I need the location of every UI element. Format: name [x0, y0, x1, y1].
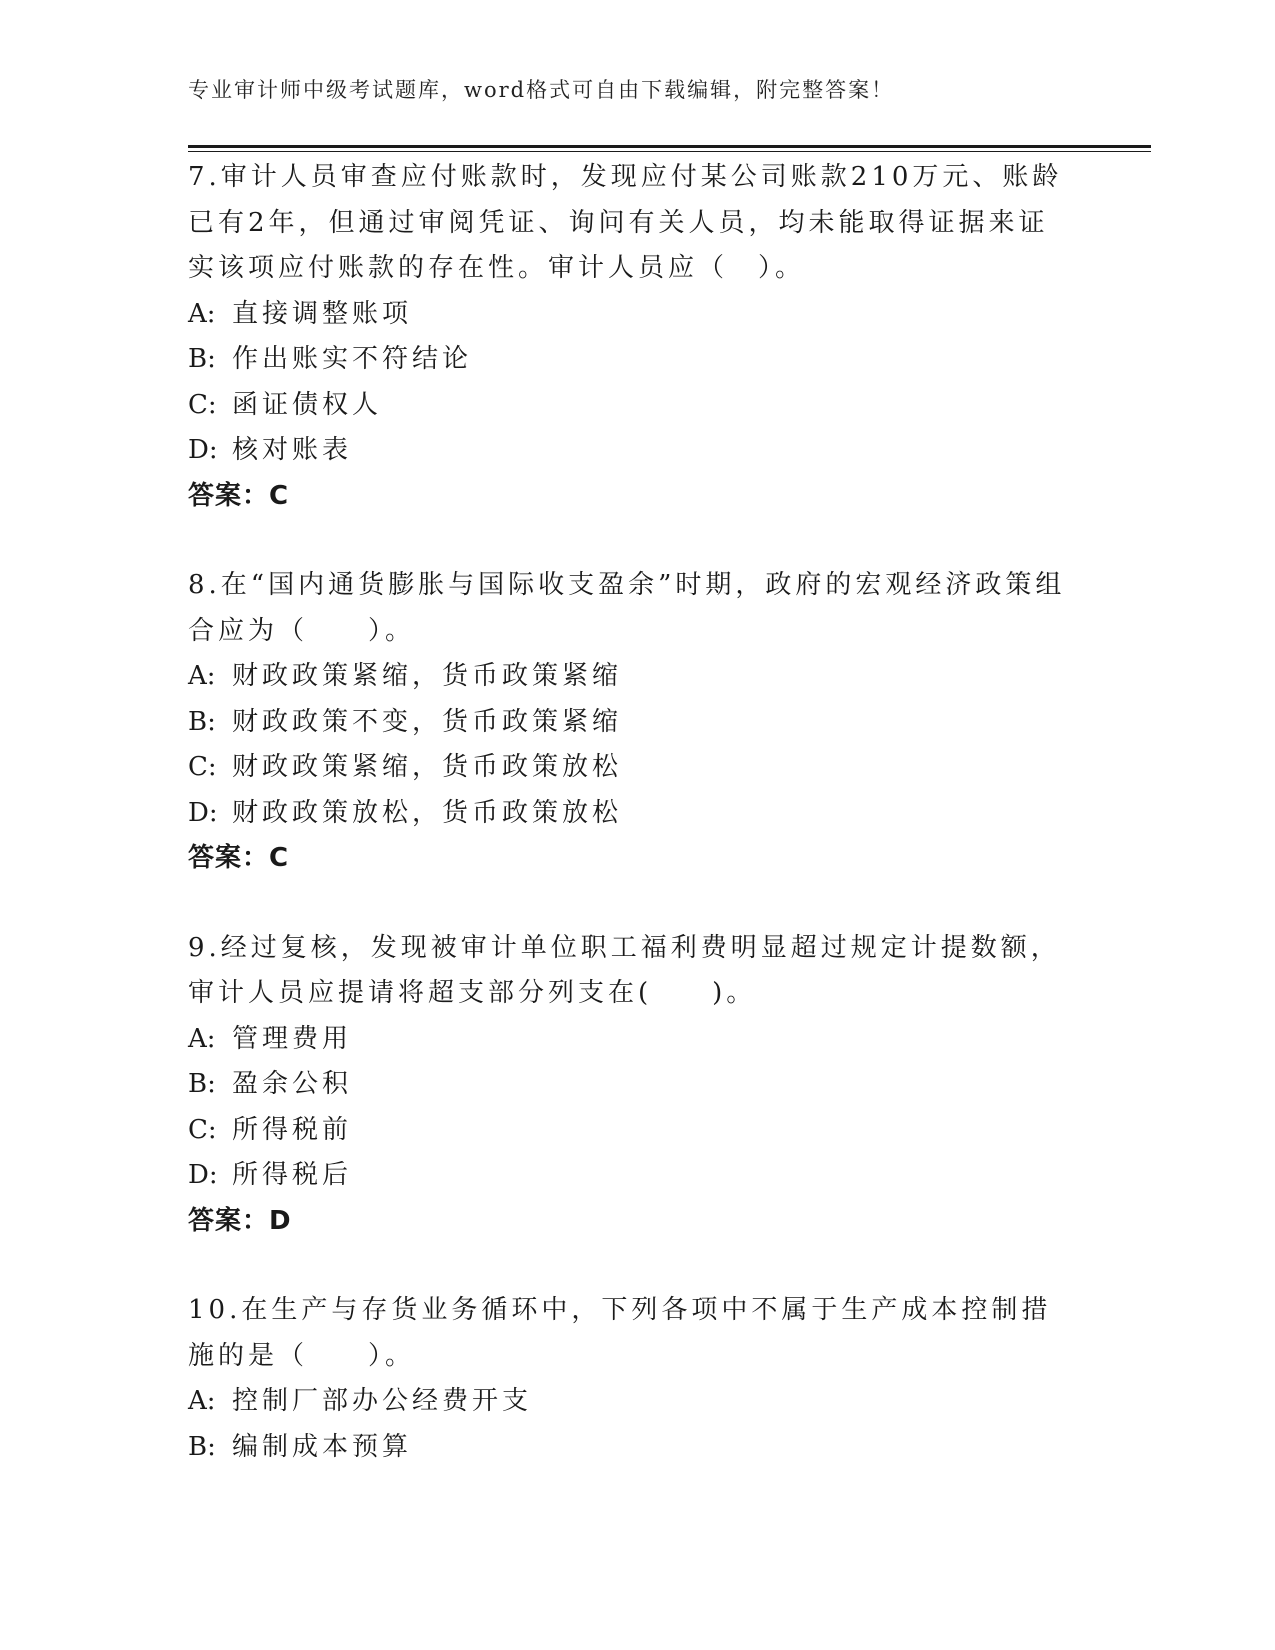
option-a	[188, 654, 1068, 700]
option-d	[188, 791, 1068, 837]
page-header: 专业审计师中级考试题库，word格式可自由下载编辑，附完整答案！	[188, 78, 895, 102]
option-d	[188, 1153, 1068, 1199]
option-text: 控制厂部办公经费开支	[232, 1386, 533, 1416]
option-text: 编制成本预算	[232, 1431, 413, 1462]
question-stem: 7.审计人员审查应付账款时，发现应付某公司账款210万元、账龄已有2年，但通过审阅凭证、询问有关人员，均未能取得证据来证实该项应付账款的存在性。审计人员应（ ）。	[188, 162, 1063, 283]
answer-line: 答案：D	[188, 1205, 292, 1236]
option-b	[188, 700, 1068, 746]
option-text: 财政政策不变，货币政策紧缩	[232, 706, 623, 737]
option-text: 直接调整账项	[232, 298, 413, 329]
option-key: B:	[188, 706, 216, 737]
option-key: C:	[188, 1114, 217, 1145]
option-text: 财政政策放松，货币政策放松	[232, 797, 623, 828]
option-text: 财政政策紧缩，货币政策放松	[232, 752, 623, 782]
question-stem: 8.在“国内通货膨胀与国际收支盈余”时期，政府的宏观经济政策组合应为（ ）。	[188, 570, 1066, 646]
option-b	[188, 1062, 1068, 1108]
question-10	[188, 1288, 1068, 1470]
option-a	[188, 292, 1068, 338]
option-text: 财政政策紧缩，货币政策紧缩	[232, 661, 623, 691]
option-key: B:	[188, 344, 216, 374]
option-text: 核对账表	[232, 435, 353, 465]
option-key: A:	[188, 298, 216, 329]
header-rule-thin	[188, 151, 1151, 152]
option-a	[188, 1017, 1068, 1063]
option-key: B:	[188, 1069, 216, 1099]
option-key: A:	[188, 1023, 216, 1054]
header-rule-thick	[188, 145, 1151, 148]
option-c	[188, 1108, 1068, 1154]
option-b	[188, 1425, 1068, 1471]
option-key: C:	[188, 389, 217, 420]
option-text: 管理费用	[232, 1023, 353, 1054]
option-key: D:	[188, 1160, 218, 1190]
question-7	[188, 155, 1068, 519]
question-list	[188, 155, 1068, 1514]
option-key: D:	[188, 435, 218, 465]
question-8	[188, 563, 1068, 882]
answer-line: 答案：C	[188, 843, 290, 873]
option-text: 所得税后	[232, 1160, 353, 1190]
option-c	[188, 745, 1068, 791]
option-b	[188, 337, 1068, 383]
question-9	[188, 926, 1068, 1245]
answer-line: 答案：C	[188, 480, 290, 511]
option-a	[188, 1379, 1068, 1425]
option-text: 所得税前	[232, 1114, 353, 1145]
option-c	[188, 383, 1068, 429]
option-key: D:	[188, 797, 218, 828]
option-key: C:	[188, 752, 217, 782]
option-text: 函证债权人	[232, 389, 383, 420]
option-text: 作出账实不符结论	[232, 344, 473, 374]
option-d	[188, 428, 1068, 474]
question-stem: 9.经过复核，发现被审计单位职工福利费明显超过规定计提数额，审计人员应提请将超支部分列支在( )。	[188, 932, 1061, 1008]
option-text: 盈余公积	[232, 1069, 353, 1099]
question-stem: 10.在生产与存货业务循环中，下列各项中不属于生产成本控制措施的是（ ）。	[188, 1295, 1052, 1371]
option-key: B:	[188, 1431, 216, 1462]
option-key: A:	[188, 1386, 216, 1416]
option-key: A:	[188, 661, 216, 691]
